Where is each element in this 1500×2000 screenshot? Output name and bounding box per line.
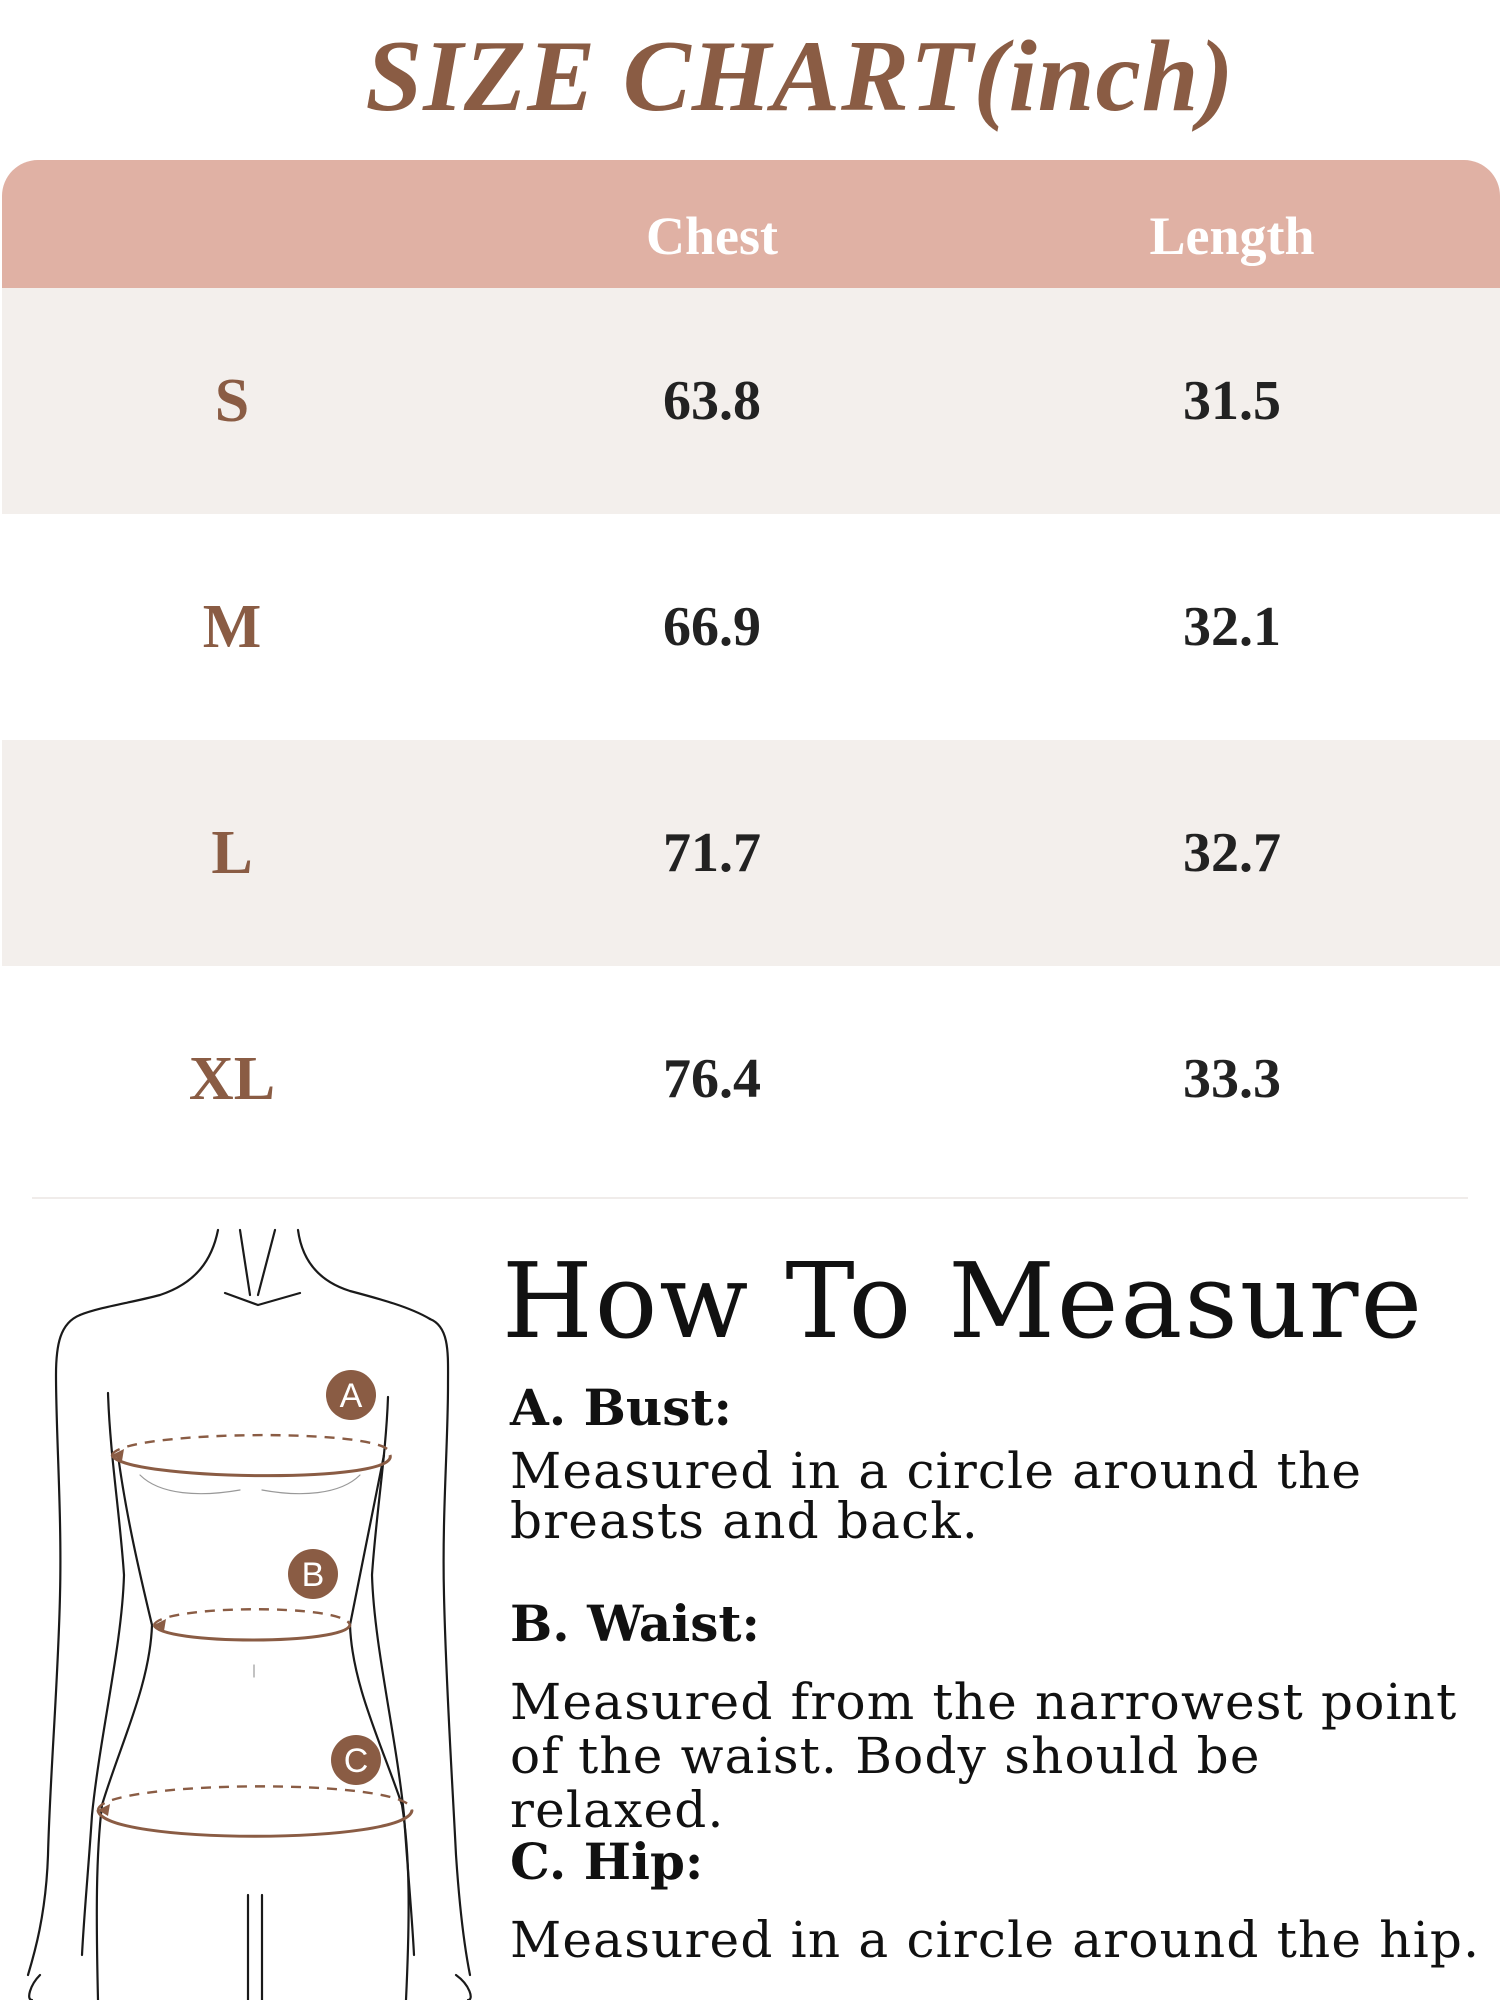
hip-description bbox=[510, 1913, 1490, 1967]
marker-c-icon bbox=[331, 1735, 381, 1785]
chest-value: 71.7 bbox=[663, 822, 761, 884]
length-value: 32.1 bbox=[1183, 596, 1281, 658]
bust-line-2: breasts and back. bbox=[510, 1492, 979, 1550]
column-header-length: Length bbox=[1149, 206, 1315, 266]
svg-text:B: B bbox=[301, 1556, 325, 1594]
table-row bbox=[2, 514, 1500, 740]
svg-text:C: C bbox=[343, 1742, 369, 1780]
bust-line-1: Measured in a circle around the bbox=[510, 1442, 1363, 1500]
how-to-measure-heading: How To Measure bbox=[502, 1240, 1425, 1362]
bust-description bbox=[510, 1444, 1490, 1548]
chest-value: 63.8 bbox=[663, 370, 761, 432]
column-header-chest: Chest bbox=[646, 206, 778, 266]
page-title: SIZE CHART(inch) bbox=[365, 20, 1235, 133]
svg-text:A: A bbox=[339, 1377, 363, 1415]
table-row bbox=[2, 966, 1500, 1192]
waist-line-1: Measured from the narrowest point bbox=[510, 1673, 1458, 1731]
marker-a-icon bbox=[326, 1370, 376, 1420]
marker-b-icon bbox=[288, 1549, 338, 1599]
waist-line-2: of the waist. Body should be relaxed. bbox=[510, 1727, 1261, 1839]
table-row bbox=[2, 288, 1500, 514]
size-label: M bbox=[202, 593, 262, 661]
length-value: 31.5 bbox=[1183, 370, 1281, 432]
size-table bbox=[2, 160, 1500, 1192]
waist-heading: B. Waist: bbox=[510, 1594, 760, 1653]
size-label: XL bbox=[188, 1045, 276, 1113]
section-divider bbox=[32, 1197, 1468, 1199]
size-label: L bbox=[211, 819, 253, 887]
hip-line-1: Measured in a circle around the hip. bbox=[510, 1911, 1481, 1969]
length-value: 33.3 bbox=[1183, 1048, 1281, 1110]
bust-heading: A. Bust: bbox=[510, 1378, 732, 1437]
chest-value: 66.9 bbox=[663, 596, 761, 658]
chest-value: 76.4 bbox=[663, 1048, 761, 1110]
table-row bbox=[2, 740, 1500, 966]
size-label: S bbox=[214, 367, 250, 435]
waist-description bbox=[510, 1675, 1490, 1837]
length-value: 32.7 bbox=[1183, 822, 1281, 884]
table-header bbox=[2, 160, 1500, 288]
hip-heading: C. Hip: bbox=[510, 1832, 704, 1891]
body-figure-illustration bbox=[0, 1215, 500, 2000]
